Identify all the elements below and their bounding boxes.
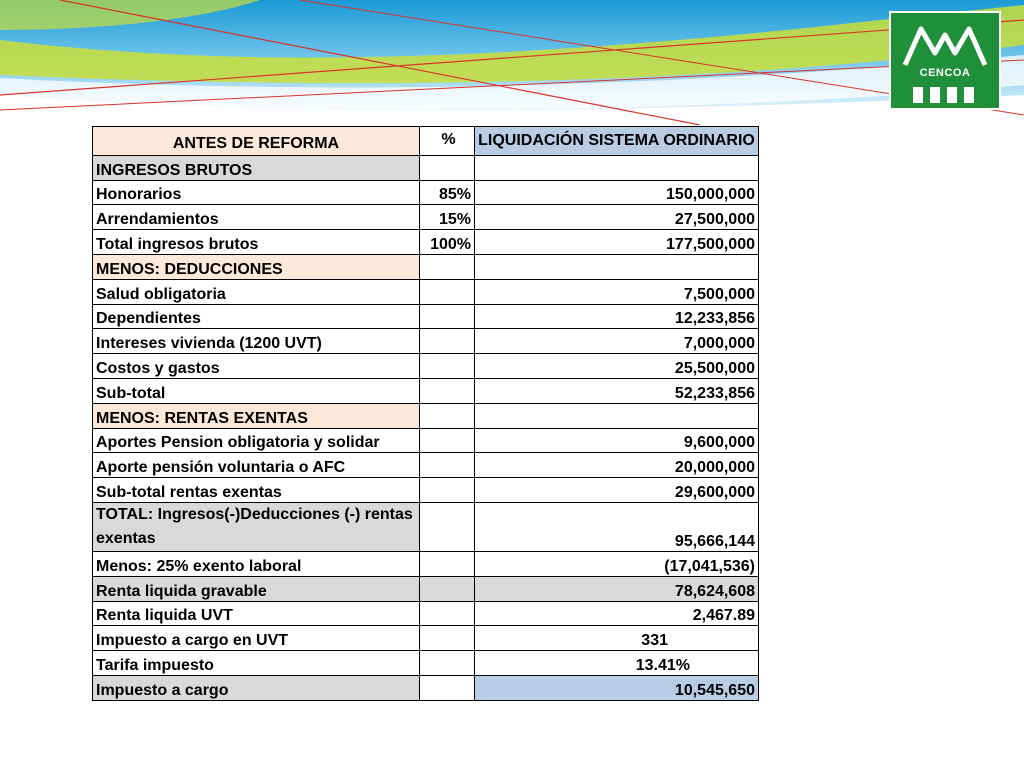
row-pct [420, 329, 475, 354]
row-pct [420, 478, 475, 503]
row-value: 95,666,144 [475, 502, 759, 551]
row-label: Sub-total [93, 378, 420, 403]
row-label: Menos: 25% exento laboral [93, 551, 420, 576]
table-row [93, 576, 759, 601]
table-row [93, 626, 759, 651]
row-pct: 15% [420, 205, 475, 230]
row-pct [420, 254, 475, 279]
table-row [93, 354, 759, 379]
table-row [93, 180, 759, 205]
row-value [475, 254, 759, 279]
row-pct [420, 304, 475, 329]
row-pct [420, 453, 475, 478]
table-row [93, 651, 759, 676]
row-pct [420, 502, 475, 551]
table-row [93, 205, 759, 230]
row-pct [420, 576, 475, 601]
row-pct [420, 428, 475, 453]
table-row [93, 304, 759, 329]
row-label: MENOS: RENTAS EXENTAS [93, 403, 420, 428]
table-row [93, 453, 759, 478]
table-row [93, 230, 759, 255]
table-row [93, 478, 759, 503]
row-label: Costos y gastos [93, 354, 420, 379]
row-value: 177,500,000 [475, 230, 759, 255]
table-row [93, 601, 759, 626]
table-row [93, 502, 759, 551]
row-label: Arrendamientos [93, 205, 420, 230]
row-label: Tarifa impuesto [93, 651, 420, 676]
row-label: Honorarios [93, 180, 420, 205]
table-row [93, 403, 759, 428]
logo-text: CENCOA [919, 67, 971, 79]
row-pct [420, 403, 475, 428]
row-pct [420, 279, 475, 304]
liquidation-table [92, 126, 759, 701]
row-label: Impuesto a cargo [93, 675, 420, 700]
row-value: 52,233,856 [475, 378, 759, 403]
row-pct [420, 626, 475, 651]
row-value [475, 155, 759, 180]
table-row [93, 279, 759, 304]
table-row [93, 329, 759, 354]
row-value: 20,000,000 [475, 453, 759, 478]
row-value: 10,545,650 [475, 675, 759, 700]
row-value: 2,467.89 [475, 601, 759, 626]
row-label: Renta liquida UVT [93, 601, 420, 626]
row-value: 12,233,856 [475, 304, 759, 329]
row-value: 9,600,000 [475, 428, 759, 453]
table-header-row [93, 127, 759, 156]
row-pct: 85% [420, 180, 475, 205]
row-value: (17,041,536) [475, 551, 759, 576]
row-label: Salud obligatoria [93, 279, 420, 304]
table-row [93, 155, 759, 180]
row-label: Aporte pensión voluntaria o AFC [93, 453, 420, 478]
row-value: 331 [475, 626, 759, 651]
table-row [93, 551, 759, 576]
row-pct [420, 155, 475, 180]
row-label: Aportes Pension obligatoria y solidar [93, 428, 420, 453]
row-value: 29,600,000 [475, 478, 759, 503]
table-row [93, 378, 759, 403]
header-label: ANTES DE REFORMA [93, 127, 420, 156]
row-pct [420, 378, 475, 403]
row-value: 150,000,000 [475, 180, 759, 205]
row-label: INGRESOS BRUTOS [93, 155, 420, 180]
row-label: Intereses vivienda (1200 UVT) [93, 329, 420, 354]
row-pct [420, 551, 475, 576]
table-row [93, 428, 759, 453]
row-value: 27,500,000 [475, 205, 759, 230]
row-pct [420, 675, 475, 700]
table-row [93, 675, 759, 700]
row-pct: 100% [420, 230, 475, 255]
row-label: Sub-total rentas exentas [93, 478, 420, 503]
row-label: Renta liquida gravable [93, 576, 420, 601]
table-row [93, 254, 759, 279]
row-pct [420, 651, 475, 676]
row-value: 7,000,000 [475, 329, 759, 354]
row-pct [420, 601, 475, 626]
row-value: 25,500,000 [475, 354, 759, 379]
logo-mark-icon [891, 13, 999, 108]
row-label: Impuesto a cargo en UVT [93, 626, 420, 651]
header-value: LIQUIDACIÓN SISTEMA ORDINARIO [475, 127, 759, 156]
header-banner [0, 0, 1024, 125]
header-pct: % [420, 127, 475, 156]
row-value: 13.41% [475, 651, 759, 676]
row-label: Total ingresos brutos [93, 230, 420, 255]
row-label: Dependientes [93, 304, 420, 329]
cencoa-logo [891, 13, 999, 108]
row-pct [420, 354, 475, 379]
row-label: TOTAL: Ingresos(-)Deducciones (-) rentas exentas [93, 502, 420, 551]
row-label: MENOS: DEDUCCIONES [93, 254, 420, 279]
row-value: 7,500,000 [475, 279, 759, 304]
row-value [475, 403, 759, 428]
row-value: 78,624,608 [475, 576, 759, 601]
